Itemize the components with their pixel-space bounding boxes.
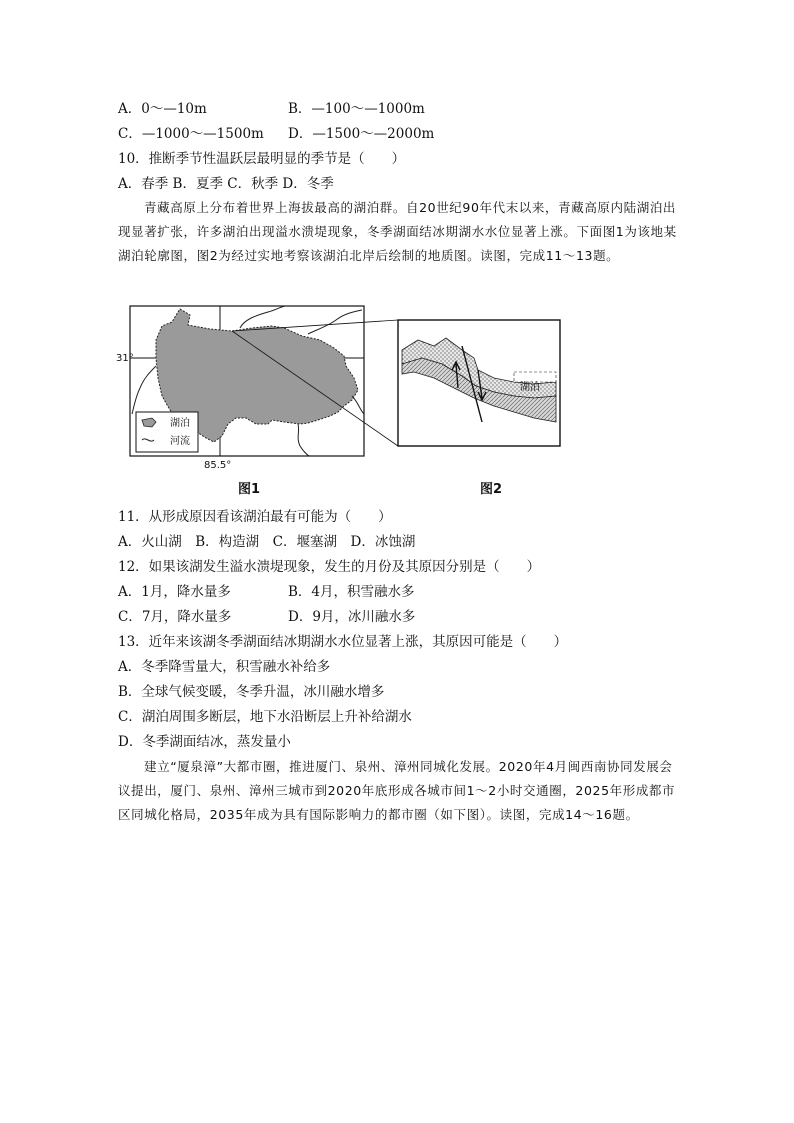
passage-lake: 青藏高原上分布着世界上海拔最高的湖泊群。自20世纪90年代末以来，青藏高原内陆湖泊出现显著扩张，许多湖泊出现溢水溃堤现象，冬季湖面结冰期湖水水位显著上涨。下面图1为该地某湖泊轮廓图，图2为经过实地考察该湖泊北岸后绘制的地质图。读图，完成11～13题。 — [118, 200, 677, 263]
fig2-caption: 图2 — [480, 482, 503, 497]
q12-option-d: D．9月，冰川融水多 — [288, 609, 416, 625]
q12-option-b: B．4月，积雪融水多 — [288, 584, 415, 600]
q13-option-a: A．冬季降雪量大，积雪融水补给多 — [118, 659, 331, 675]
fig1-caption: 图1 — [238, 482, 261, 497]
fig2-lake-label: 湖泊 — [520, 382, 540, 393]
lake-figure-svg — [116, 306, 562, 496]
q13-stem: 13．近年来该湖冬季湖面结冰期湖水水位显著上涨，其原因可能是（ ） — [118, 634, 568, 650]
longitude-label: 85.5° — [204, 460, 232, 471]
legend-river-label: 河流 — [170, 436, 190, 447]
q10-options: A．春季 B．夏季 C．秋季 D．冬季 — [118, 176, 334, 192]
q12-stem: 12．如果该湖发生溢水溃堤现象，发生的月份及其原因分别是（ ） — [118, 559, 541, 575]
passage-metro: 建立“厦泉漳”大都市圈，推进厦门、泉州、漳州同城化发展。2020年4月闽西南协同发展会议提出，厦门、泉州、漳州三城市到2020年底形成各城市间1～2小时交通圈，2025年形成都市区同城化格局，2035年成为具有国际影响力的都市圈（如下图）。读图，完成14～16题。 — [118, 759, 676, 822]
legend-lake-label: 湖泊 — [170, 418, 190, 429]
q13-option-b: B．全球气候变暖，冬季升温，冰川融水增多 — [118, 684, 385, 700]
q9-option-c: C．—1000～—1500m — [118, 126, 264, 142]
q9-option-a: A．0～—10m — [118, 101, 207, 117]
q13-option-c: C．湖泊周围多断层，地下水沿断层上升补给湖水 — [118, 709, 412, 725]
q12-option-a: A．1月，降水量多 — [118, 584, 231, 600]
q13-option-d: D．冬季湖面结冰，蒸发量小 — [118, 734, 291, 750]
fig2-lake-water — [514, 372, 556, 382]
q11-stem: 11．从形成原因看该湖泊最有可能为（ ） — [118, 509, 392, 525]
q9-option-d: D．—1500～—2000m — [288, 126, 435, 142]
q10-stem: 10．推断季节性温跃层最明显的季节是（ ） — [118, 151, 406, 167]
q9-option-b: B．—100～—1000m — [288, 101, 425, 117]
q11-options: A．火山湖 B．构造湖 C．堰塞湖 D．冰蚀湖 — [118, 534, 416, 550]
q12-option-c: C．7月，降水量多 — [118, 609, 232, 625]
latitude-label: 31° — [116, 353, 134, 364]
lake-figure — [116, 306, 562, 497]
